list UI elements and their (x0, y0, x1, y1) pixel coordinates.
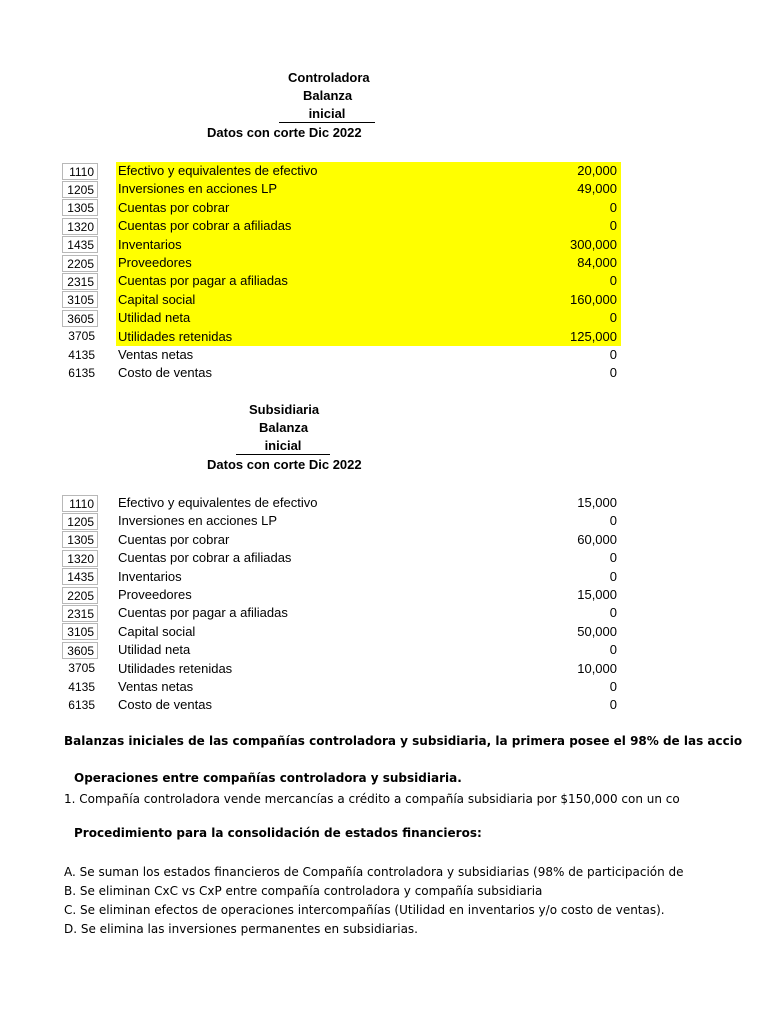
account-name[interactable]: Inversiones en acciones LP (118, 181, 277, 197)
account-name[interactable]: Cuentas por cobrar (118, 199, 230, 215)
controladora-subtitle-inicial: inicial (279, 106, 375, 123)
table-row (60, 696, 640, 714)
account-name[interactable]: Inversiones en acciones LP (118, 513, 277, 529)
account-value[interactable]: 0 (609, 642, 617, 658)
account-code[interactable]: 1320 (62, 218, 98, 235)
account-code[interactable]: 2315 (62, 605, 98, 622)
account-name[interactable]: Costo de ventas (118, 365, 212, 381)
account-value[interactable]: 0 (609, 550, 617, 566)
account-value[interactable]: 0 (609, 310, 617, 326)
operation-item: 1. Compañía controladora vende mercancías a crédito a compañía subsidiaria por $150,000 con un co (64, 792, 680, 806)
controladora-subtitle-balanza: Balanza (303, 88, 353, 103)
account-code[interactable]: 6135 (68, 365, 95, 380)
table-row (60, 531, 640, 549)
account-value[interactable]: 0 (609, 513, 617, 529)
account-name[interactable]: Utilidades retenidas (118, 660, 233, 676)
account-code[interactable]: 3105 (62, 291, 98, 308)
table-row (60, 272, 640, 290)
account-value[interactable]: 10,000 (577, 660, 617, 676)
account-code[interactable]: 4135 (68, 679, 95, 694)
table-row (60, 346, 640, 364)
account-code[interactable]: 1110 (62, 495, 98, 512)
account-code[interactable]: 1305 (62, 531, 98, 548)
account-name[interactable]: Cuentas por cobrar a afiliadas (118, 218, 292, 234)
procedure-step: A. Se suman los estados financieros de Compañía controladora y subsidiarias (98% de participación de (64, 865, 684, 879)
account-value[interactable]: 50,000 (577, 623, 617, 639)
operations-heading: Operaciones entre compañías controladora y subsidiaria. (74, 771, 462, 785)
table-row (60, 549, 640, 567)
table-row (60, 494, 640, 512)
table-row (60, 254, 640, 272)
subsidiaria-subtitle-inicial: inicial (236, 438, 330, 455)
account-name[interactable]: Capital social (118, 623, 196, 639)
table-row (60, 291, 640, 309)
subsidiaria-date-label: Datos con corte Dic 2022 (207, 457, 362, 472)
table-row (60, 236, 640, 254)
account-code[interactable]: 3705 (68, 329, 95, 344)
controladora-date-label: Datos con corte Dic 2022 (207, 125, 362, 140)
account-value[interactable]: 15,000 (577, 586, 617, 602)
account-value[interactable]: 0 (609, 605, 617, 621)
table-row (60, 568, 640, 586)
account-code[interactable]: 3105 (62, 623, 98, 640)
account-value[interactable]: 0 (609, 199, 617, 215)
account-value[interactable]: 0 (609, 697, 617, 713)
account-value[interactable]: 15,000 (577, 495, 617, 510)
account-value[interactable]: 300,000 (570, 236, 617, 252)
account-name[interactable]: Ventas netas (118, 678, 194, 694)
account-name[interactable]: Inventarios (118, 568, 182, 584)
account-code[interactable]: 1205 (62, 181, 98, 198)
account-code[interactable]: 4135 (68, 347, 95, 362)
account-name[interactable]: Capital social (118, 291, 196, 307)
table-row (60, 512, 640, 530)
account-code[interactable]: 3605 (62, 310, 98, 327)
subsidiaria-subtitle-balanza: Balanza (259, 420, 309, 435)
account-name[interactable]: Efectivo y equivalentes de efectivo (118, 495, 318, 510)
account-code[interactable]: 1320 (62, 550, 98, 567)
procedure-step: C. Se eliminan efectos de operaciones intercompañías (Utilidad en inventarios y/o costo de ventas). (64, 903, 665, 917)
table-row (60, 586, 640, 604)
account-value[interactable]: 0 (609, 346, 617, 362)
account-name[interactable]: Cuentas por pagar a afiliadas (118, 273, 288, 289)
account-name[interactable]: Utilidades retenidas (118, 328, 233, 344)
table-row (60, 180, 640, 198)
account-name[interactable]: Efectivo y equivalentes de efectivo (118, 163, 318, 178)
table-row (60, 364, 640, 382)
account-name[interactable]: Cuentas por cobrar a afiliadas (118, 550, 292, 566)
account-code[interactable]: 1435 (62, 568, 98, 585)
account-code[interactable]: 3705 (68, 661, 95, 676)
account-value[interactable]: 0 (609, 365, 617, 381)
table-row (60, 328, 640, 346)
account-value[interactable]: 60,000 (577, 531, 617, 547)
account-name[interactable]: Cuentas por pagar a afiliadas (118, 605, 288, 621)
account-name[interactable]: Proveedores (118, 254, 192, 270)
table-row (60, 309, 640, 327)
procedure-step: D. Se elimina las inversiones permanentes en subsidiarias. (64, 922, 418, 936)
account-name[interactable]: Ventas netas (118, 346, 194, 362)
account-value[interactable]: 49,000 (577, 181, 617, 197)
account-name[interactable]: Costo de ventas (118, 697, 212, 713)
table-row (60, 623, 640, 641)
table-row (60, 199, 640, 217)
account-code[interactable]: 2205 (62, 587, 98, 604)
account-code[interactable]: 2205 (62, 255, 98, 272)
account-code[interactable]: 1305 (62, 199, 98, 216)
account-code[interactable]: 2315 (62, 273, 98, 290)
summary-note: Balanzas iniciales de las compañías controladora y subsidiaria, la primera posee el 98% de las accio (64, 734, 743, 748)
table-row (60, 604, 640, 622)
table-row (60, 660, 640, 678)
account-value[interactable]: 20,000 (577, 163, 617, 178)
account-name[interactable]: Utilidad neta (118, 310, 191, 326)
account-value[interactable]: 0 (609, 678, 617, 694)
table-row (60, 162, 640, 180)
subsidiaria-title: Subsidiaria (249, 402, 320, 417)
account-value[interactable]: 0 (609, 568, 617, 584)
account-name[interactable]: Cuentas por cobrar (118, 531, 230, 547)
account-name[interactable]: Inventarios (118, 236, 182, 252)
account-value[interactable]: 84,000 (577, 254, 617, 270)
subsidiaria-table (60, 494, 640, 715)
account-value[interactable]: 0 (609, 218, 617, 234)
controladora-table (60, 162, 640, 383)
procedure-step: B. Se eliminan CxC vs CxP entre compañía controladora y compañía subsidiaria (64, 884, 543, 898)
table-row (60, 217, 640, 235)
account-value[interactable]: 125,000 (570, 328, 617, 344)
table-row (60, 641, 640, 659)
procedure-heading: Procedimiento para la consolidación de estados financieros: (74, 826, 482, 840)
table-row (60, 678, 640, 696)
account-name[interactable]: Utilidad neta (118, 642, 191, 658)
account-value[interactable]: 160,000 (570, 291, 617, 307)
account-code[interactable]: 1435 (62, 236, 98, 253)
controladora-title: Controladora (288, 70, 370, 85)
account-code[interactable]: 3605 (62, 642, 98, 659)
account-code[interactable]: 1205 (62, 513, 98, 530)
account-code[interactable]: 6135 (68, 697, 95, 712)
account-name[interactable]: Proveedores (118, 586, 192, 602)
account-value[interactable]: 0 (609, 273, 617, 289)
account-code[interactable]: 1110 (62, 163, 98, 180)
